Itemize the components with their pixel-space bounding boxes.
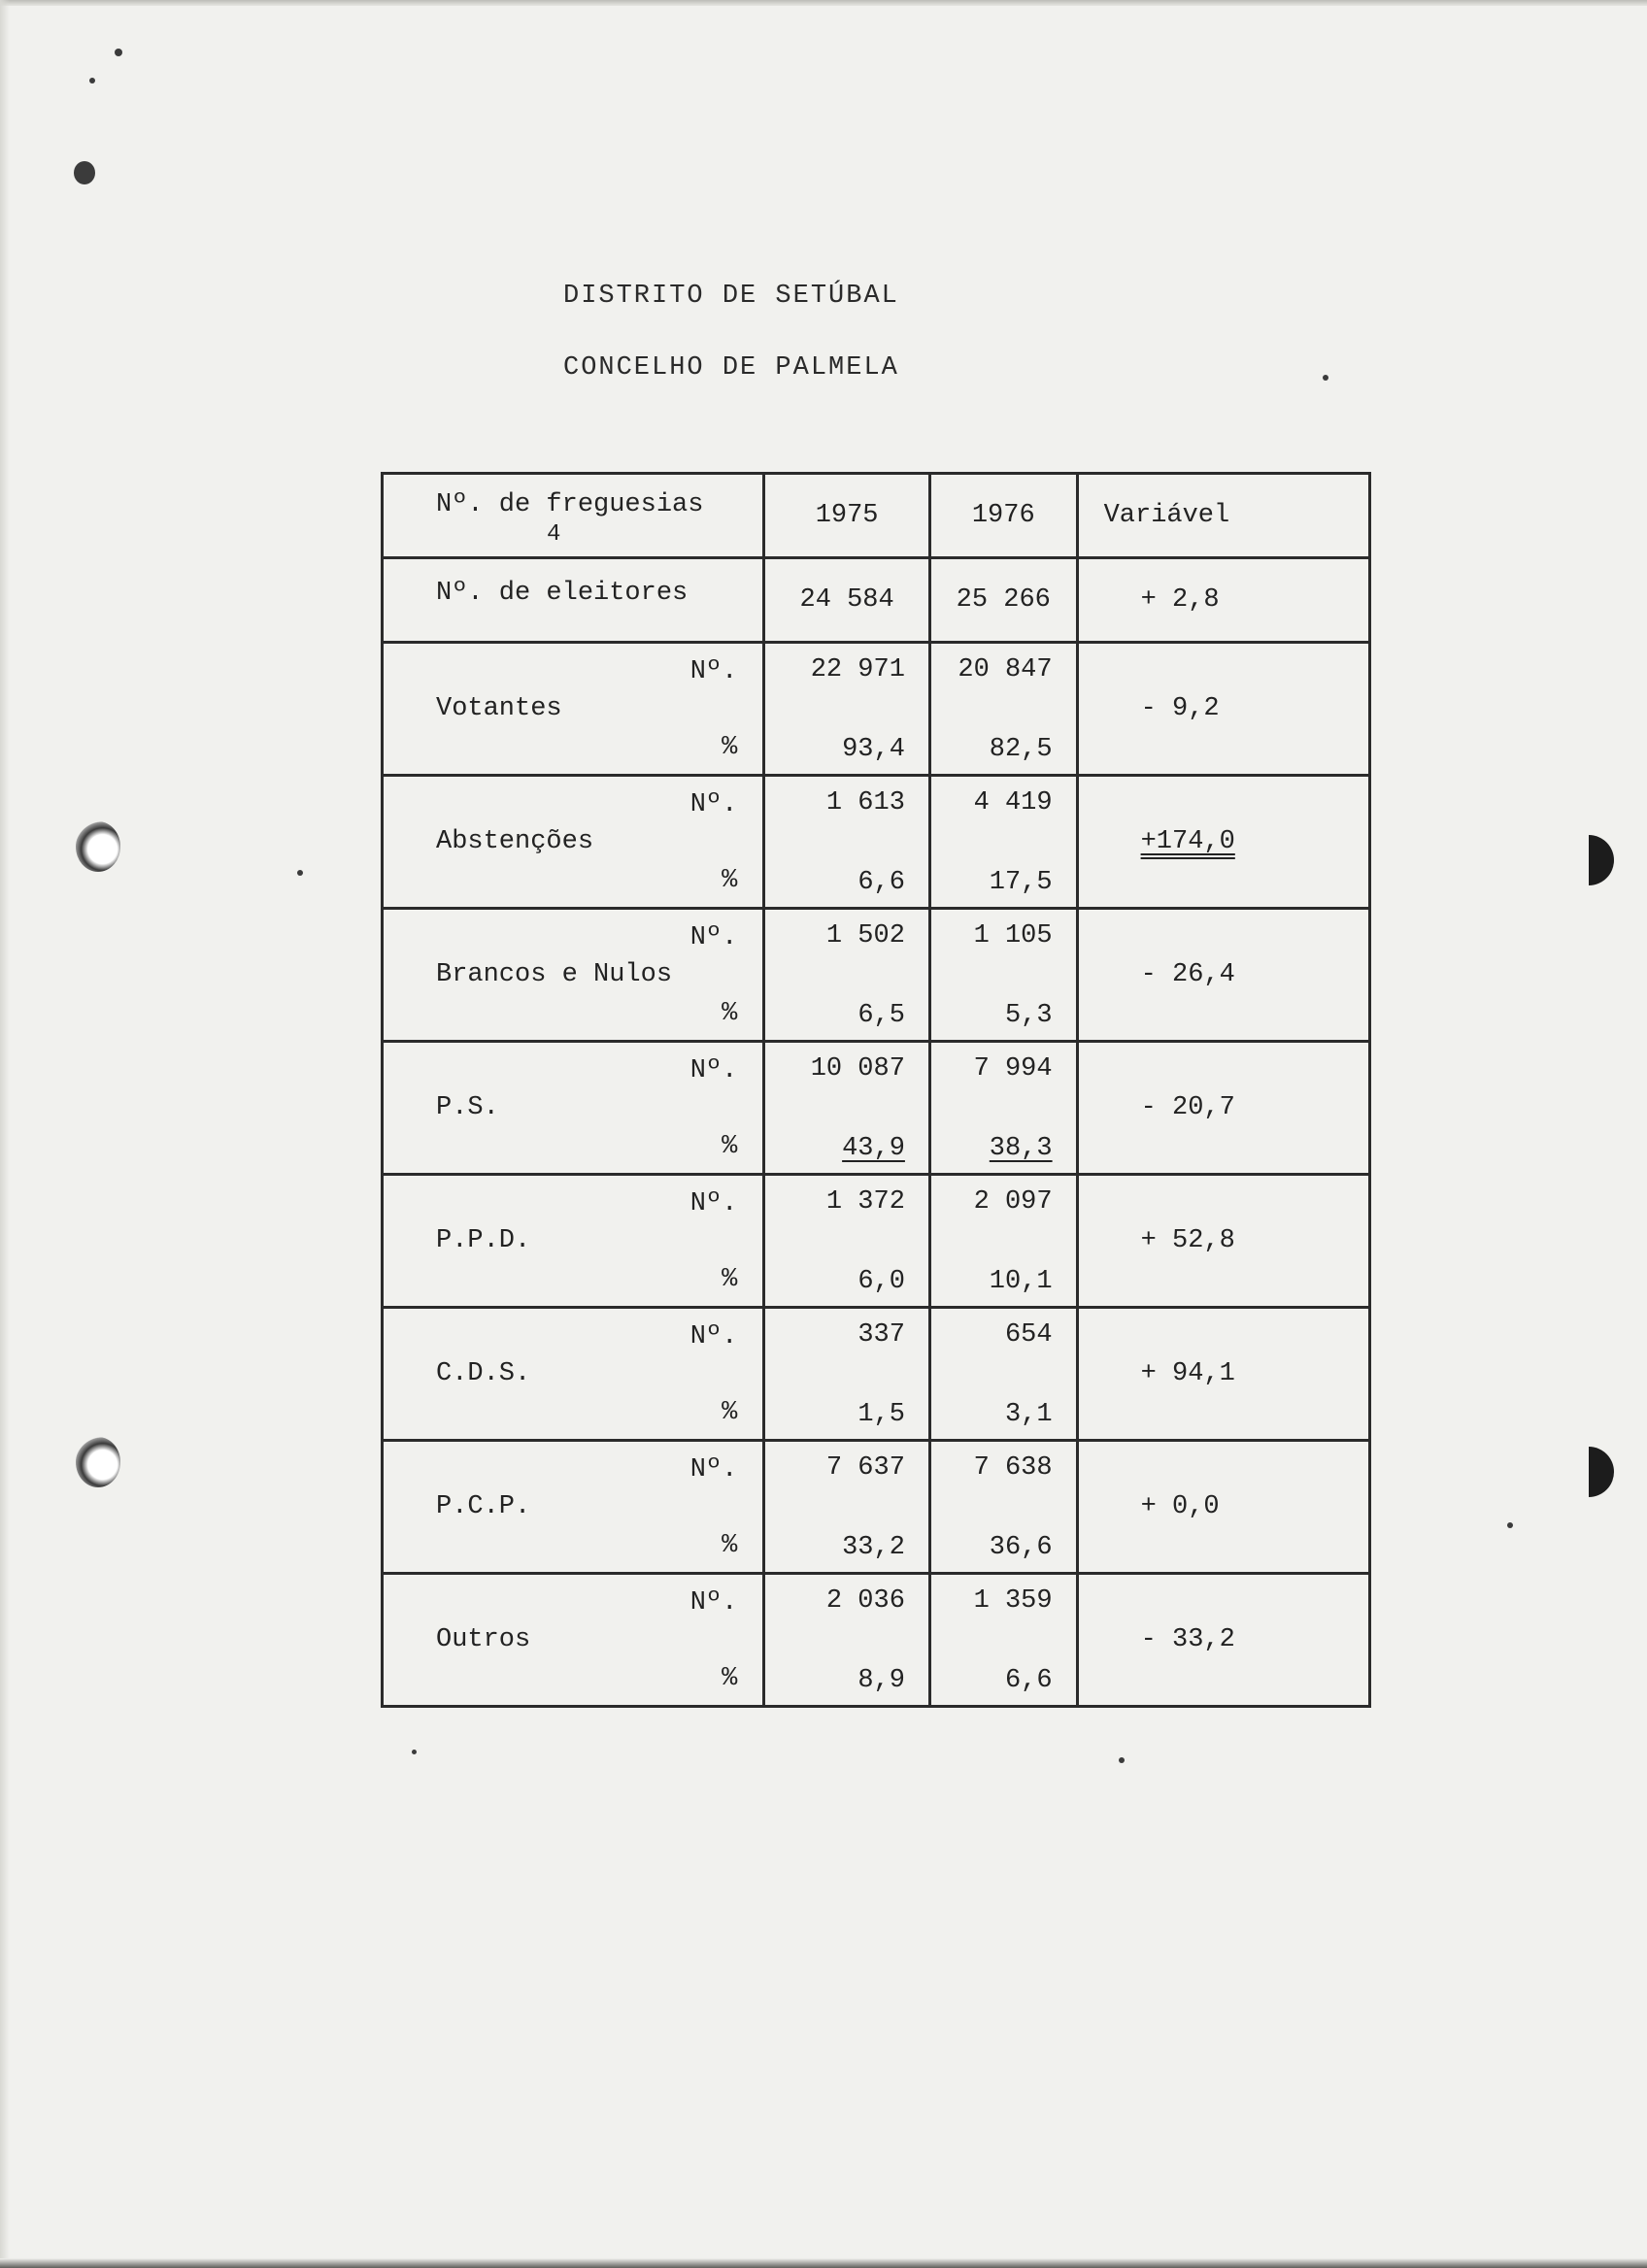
unit-percent-label: % xyxy=(722,1531,738,1560)
row-label: Brancos e Nulos xyxy=(436,960,673,989)
percent-1975: 6,5 xyxy=(857,1001,905,1030)
percent-1976: 36,6 xyxy=(989,1533,1053,1562)
cell-1976 xyxy=(929,1175,1077,1308)
table-header-row xyxy=(383,474,1370,558)
row-label: Abstenções xyxy=(436,827,594,856)
speck xyxy=(297,870,303,876)
speck xyxy=(1507,1522,1513,1528)
ps-percent-1975-underlined: 43,9 xyxy=(842,1134,905,1163)
unit-number-label: Nº. xyxy=(689,1455,738,1484)
speck xyxy=(74,161,95,184)
row-variation xyxy=(1077,776,1369,909)
percent-1975: 6,6 xyxy=(857,868,905,897)
unit-percent-label: % xyxy=(722,1398,738,1427)
row-label: P.P.D. xyxy=(436,1226,531,1255)
row-label-cell xyxy=(383,1175,764,1308)
unit-percent-label: % xyxy=(722,733,738,762)
table-row-electors xyxy=(383,558,1370,643)
count-1975: 1 502 xyxy=(825,921,905,951)
percent-1976: 6,6 xyxy=(1004,1666,1053,1695)
table-row xyxy=(383,776,1370,909)
cell-1976 xyxy=(929,1308,1077,1441)
count-1975: 1 613 xyxy=(825,788,905,817)
ps-percent-1976-underlined: 38,3 xyxy=(989,1134,1053,1163)
count-1976: 7 994 xyxy=(973,1054,1053,1084)
row-label-cell xyxy=(383,1308,764,1441)
row-label-cell xyxy=(383,643,764,776)
unit-number-label: Nº. xyxy=(689,923,738,952)
unit-percent-label: % xyxy=(722,866,738,895)
cell-1976 xyxy=(929,643,1077,776)
row-variation: + 52,8 xyxy=(1077,1175,1369,1308)
table-row xyxy=(383,909,1370,1042)
count-1976: 7 638 xyxy=(973,1453,1053,1483)
municipality-title: CONCELHO DE PALMELA xyxy=(563,353,899,383)
count-1976: 20 847 xyxy=(958,655,1053,684)
unit-number-label: Nº. xyxy=(689,790,738,819)
speck xyxy=(1323,375,1328,381)
cell-1975 xyxy=(764,1308,930,1441)
percent-1976 xyxy=(931,1134,1053,1163)
percent-1975: 93,4 xyxy=(842,735,905,764)
percent-1975: 33,2 xyxy=(842,1533,905,1562)
row-variation: - 26,4 xyxy=(1077,909,1369,1042)
cell-1975 xyxy=(764,1175,930,1308)
punch-hole xyxy=(76,821,120,872)
count-1976: 1 105 xyxy=(973,921,1053,951)
page-top-edge xyxy=(0,0,1647,6)
count-1975: 10 087 xyxy=(810,1054,905,1084)
count-1975: 22 971 xyxy=(810,655,905,684)
electors-variation: + 2,8 xyxy=(1077,558,1369,643)
table-row xyxy=(383,643,1370,776)
percent-1976: 3,1 xyxy=(1004,1400,1053,1429)
abstentions-variation-value: +174,0 xyxy=(1140,827,1235,856)
page-left-edge xyxy=(0,0,10,2268)
cell-1976 xyxy=(929,776,1077,909)
row-variation: - 9,2 xyxy=(1077,643,1369,776)
count-1975: 7 637 xyxy=(825,1453,905,1483)
cell-1975 xyxy=(764,1574,930,1707)
percent-1975: 6,0 xyxy=(857,1267,905,1296)
page-bottom-edge xyxy=(0,2258,1647,2268)
edge-mark xyxy=(1589,835,1614,885)
percent-1976: 5,3 xyxy=(1004,1001,1053,1030)
election-results-table xyxy=(381,472,1371,1708)
unit-percent-label: % xyxy=(722,1265,738,1294)
header-year-1975: 1975 xyxy=(764,474,930,558)
cell-1976 xyxy=(929,1441,1077,1574)
table-row xyxy=(383,1574,1370,1707)
count-1975: 1 372 xyxy=(825,1187,905,1217)
speck xyxy=(115,49,122,56)
row-variation: + 94,1 xyxy=(1077,1308,1369,1441)
percent-1976: 17,5 xyxy=(989,868,1053,897)
percent-1975 xyxy=(765,1134,905,1163)
percent-1975: 1,5 xyxy=(857,1400,905,1429)
speck xyxy=(1119,1757,1125,1763)
cell-1975 xyxy=(764,909,930,1042)
row-label: Outros xyxy=(436,1625,531,1654)
cell-1975 xyxy=(764,1042,930,1175)
header-variation: Variável xyxy=(1077,474,1369,558)
unit-percent-label: % xyxy=(722,1132,738,1161)
table-row xyxy=(383,1308,1370,1441)
percent-1976: 10,1 xyxy=(989,1267,1053,1296)
electors-1976: 25 266 xyxy=(929,558,1077,643)
cell-1976 xyxy=(929,909,1077,1042)
edge-mark xyxy=(1589,1447,1614,1497)
row-variation: - 20,7 xyxy=(1077,1042,1369,1175)
count-1976: 1 359 xyxy=(973,1586,1053,1616)
unit-number-label: Nº. xyxy=(689,1322,738,1351)
count-1975: 2 036 xyxy=(825,1586,905,1616)
electors-label: Nº. de eleitores xyxy=(436,579,689,608)
count-1976: 4 419 xyxy=(973,788,1053,817)
cell-1976 xyxy=(929,1574,1077,1707)
header-label-cell xyxy=(383,474,764,558)
unit-number-label: Nº. xyxy=(689,1189,738,1218)
parishes-count: 4 xyxy=(547,521,561,548)
table-row xyxy=(383,1042,1370,1175)
parishes-label: Nº. de freguesias xyxy=(436,490,704,519)
count-1975: 337 xyxy=(857,1320,905,1350)
electors-1975: 24 584 xyxy=(764,558,930,643)
speck xyxy=(412,1750,417,1754)
row-label-cell xyxy=(383,776,764,909)
speck xyxy=(89,78,95,83)
cell-1975 xyxy=(764,1441,930,1574)
percent-1975: 8,9 xyxy=(857,1666,905,1695)
percent-1976: 82,5 xyxy=(989,735,1053,764)
row-label-cell xyxy=(383,1574,764,1707)
count-1976: 654 xyxy=(1004,1320,1053,1350)
row-label-cell xyxy=(383,1042,764,1175)
table-row xyxy=(383,1441,1370,1574)
unit-number-label: Nº. xyxy=(689,657,738,686)
district-title: DISTRITO DE SETÚBAL xyxy=(563,282,899,311)
row-variation: + 0,0 xyxy=(1077,1441,1369,1574)
cell-1975 xyxy=(764,776,930,909)
unit-number-label: Nº. xyxy=(689,1056,738,1085)
header-year-1976: 1976 xyxy=(929,474,1077,558)
row-label: P.S. xyxy=(436,1093,499,1122)
row-label-cell xyxy=(383,909,764,1042)
punch-hole xyxy=(76,1437,120,1487)
unit-percent-label: % xyxy=(722,999,738,1028)
cell-1975 xyxy=(764,643,930,776)
row-label: P.C.P. xyxy=(436,1492,531,1521)
count-1976: 2 097 xyxy=(973,1187,1053,1217)
electors-label-cell xyxy=(383,558,764,643)
row-label: C.D.S. xyxy=(436,1359,531,1388)
table-row xyxy=(383,1175,1370,1308)
row-variation: - 33,2 xyxy=(1077,1574,1369,1707)
row-label-cell xyxy=(383,1441,764,1574)
unit-percent-label: % xyxy=(722,1664,738,1693)
row-label: Votantes xyxy=(436,694,562,723)
cell-1976 xyxy=(929,1042,1077,1175)
unit-number-label: Nº. xyxy=(689,1588,738,1618)
